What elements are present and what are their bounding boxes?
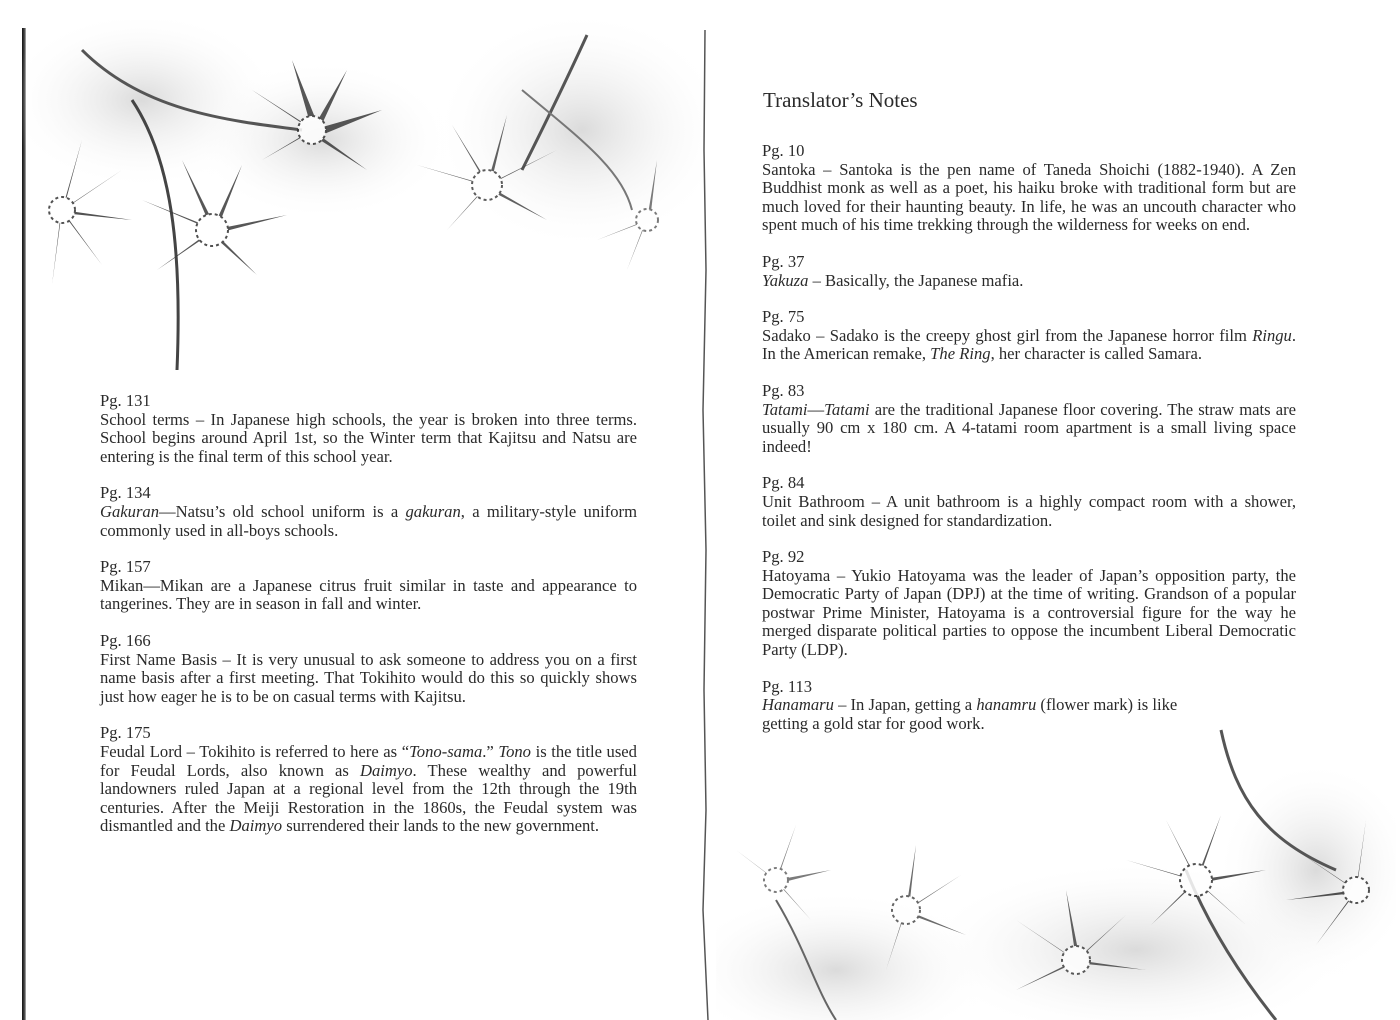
note-text: Tokihito is referred to here as “ bbox=[199, 741, 410, 761]
note-term: Santoka bbox=[762, 159, 816, 179]
note-pg-134 bbox=[100, 484, 637, 540]
separator: – bbox=[189, 409, 211, 429]
note-pg-113 bbox=[762, 678, 1192, 734]
note-text: are the traditional Japanese floor covering. The straw mats are usually 90 cm x 180 cm. A 4-tatami room apartment is a small living space indeed! bbox=[762, 399, 1296, 456]
note-term: Hanamaru bbox=[762, 695, 834, 715]
note-text: In Japanese high schools, the year is broken into three terms. School begins around April 1st, so the Winter term that Kajitsu and Natsu are entering is the final term of this school year. bbox=[100, 409, 638, 466]
note-term: School terms bbox=[100, 409, 190, 429]
separator: – bbox=[810, 325, 830, 345]
page-reference: Pg. 175 bbox=[100, 723, 151, 743]
note-term: Unit Bathroom bbox=[762, 491, 865, 511]
note-text-italic: Tono bbox=[498, 741, 531, 761]
separator: – bbox=[815, 159, 840, 179]
separator: – bbox=[864, 491, 887, 511]
note-text-italic: Daimyo bbox=[229, 816, 283, 836]
note-text: Santoka is the pen name of Taneda Shoichi (1882-1940). A Zen Buddhist monk as well as a poet, his haiku broke with traditional form but are much loved for their haunting beauty. In life, he was an uncouth character who spent much of his time trekking through the wilderness for weeks on end. bbox=[762, 159, 1297, 235]
note-pg-175 bbox=[100, 724, 637, 836]
note-pg-92 bbox=[762, 548, 1296, 660]
page-reference: Pg. 134 bbox=[100, 483, 151, 503]
page-reference: Pg. 84 bbox=[762, 473, 805, 493]
note-pg-37 bbox=[762, 253, 1296, 290]
note-text: , a military-style uniform commonly used in all-boys schools. bbox=[100, 501, 637, 540]
note-text-italic: Daimyo bbox=[360, 760, 413, 780]
note-pg-166 bbox=[100, 632, 637, 706]
note-text: Sadako is the creepy ghost girl from the Japanese horror film bbox=[829, 325, 1253, 345]
page-reference: Pg. 113 bbox=[762, 676, 813, 696]
note-term: First Name Basis bbox=[100, 649, 218, 669]
page-reference: Pg. 131 bbox=[100, 391, 151, 410]
note-text: In Japan, getting a bbox=[850, 695, 977, 715]
page-reference: Pg. 166 bbox=[100, 630, 151, 650]
separator: — bbox=[143, 575, 160, 595]
note-text-italic: hanamru bbox=[976, 695, 1037, 715]
flower-illustration-bottom-right bbox=[716, 720, 1396, 1020]
separator: – bbox=[182, 741, 200, 761]
note-text: Natsu’s old school uniform is a bbox=[175, 501, 406, 521]
note-term: Gakuran bbox=[100, 501, 159, 521]
page-reference: Pg. 83 bbox=[762, 380, 805, 400]
note-text: A unit bathroom is a highly compact room with a shower, toilet and sink designed for standardization. bbox=[762, 491, 1296, 530]
separator: – bbox=[830, 565, 852, 585]
note-text-italic: gakuran bbox=[405, 501, 461, 521]
note-text-italic: The Ring bbox=[930, 344, 991, 364]
note-text: surrendered their lands to the new government. bbox=[282, 816, 600, 836]
note-text: .” bbox=[482, 741, 499, 761]
separator: – bbox=[808, 270, 826, 290]
note-pg-157 bbox=[100, 558, 637, 614]
note-text: Mikan are a Japanese citrus fruit similar in taste and appearance to tangerines. They are in season in fall and winter. bbox=[100, 575, 637, 614]
note-text: , her character is called Samara. bbox=[990, 344, 1203, 364]
separator: — bbox=[807, 399, 825, 419]
note-term: Feudal Lord bbox=[100, 741, 183, 761]
right-notes-column bbox=[762, 142, 1296, 751]
note-text: (flower mark) is like getting a gold star for good work. bbox=[762, 695, 1178, 733]
note-text: . In the American remake, bbox=[762, 325, 1296, 364]
separator: – bbox=[833, 695, 851, 715]
page-title: Translator’s Notes bbox=[763, 88, 918, 112]
note-term: Mikan bbox=[100, 575, 144, 595]
note-pg-84 bbox=[762, 474, 1296, 530]
note-term: Sadako bbox=[762, 325, 811, 345]
note-pg-131 bbox=[100, 392, 637, 466]
note-pg-10 bbox=[762, 142, 1296, 235]
page-reference: Pg. 37 bbox=[762, 251, 805, 271]
note-term: Hatoyama bbox=[762, 565, 831, 585]
page-reference: Pg. 157 bbox=[100, 557, 151, 577]
note-text: Yukio Hatoyama was the leader of Japan’s opposition party, the Democratic Party of Japan (DPJ) at the time of writing. Grandson of a popular postwar Prime Minister, Hatoyama is a controversial figure for the way he merged disparate political parties to oppose the incumbent Liberal Democratic Party (LDP). bbox=[762, 565, 1296, 660]
page-reference: Pg. 92 bbox=[762, 547, 805, 567]
note-text-italic: Tatami bbox=[824, 399, 870, 419]
note-pg-75 bbox=[762, 308, 1296, 364]
flower-illustration-top-left bbox=[22, 20, 702, 380]
note-pg-83 bbox=[762, 382, 1296, 456]
left-notes-column bbox=[100, 392, 637, 854]
note-text-italic: Ringu bbox=[1252, 325, 1292, 345]
note-text: Basically, the Japanese mafia. bbox=[825, 270, 1024, 290]
note-text: . These wealthy and powerful landowners ruled Japan at a regional level from the 12th through the 19th centuries. After the Meiji Restoration in the 1860s, the Feudal system was dismantled and the bbox=[100, 760, 637, 836]
note-text-italic: Tono-sama bbox=[409, 741, 483, 761]
note-text: is the title used for Feudal Lords, also known as bbox=[100, 741, 637, 780]
page-reference: Pg. 10 bbox=[762, 141, 805, 160]
note-term: Yakuza bbox=[762, 270, 809, 290]
note-text: It is very unusual to ask someone to address you on a first name basis after a first meeting. That Tokihito would do this so quickly shows just how eager he is to be on casual terms with Kajitsu. bbox=[100, 649, 637, 706]
separator: — bbox=[159, 501, 176, 521]
separator: – bbox=[217, 649, 237, 669]
note-term: Tatami bbox=[762, 399, 808, 419]
page-reference: Pg. 75 bbox=[762, 307, 805, 327]
